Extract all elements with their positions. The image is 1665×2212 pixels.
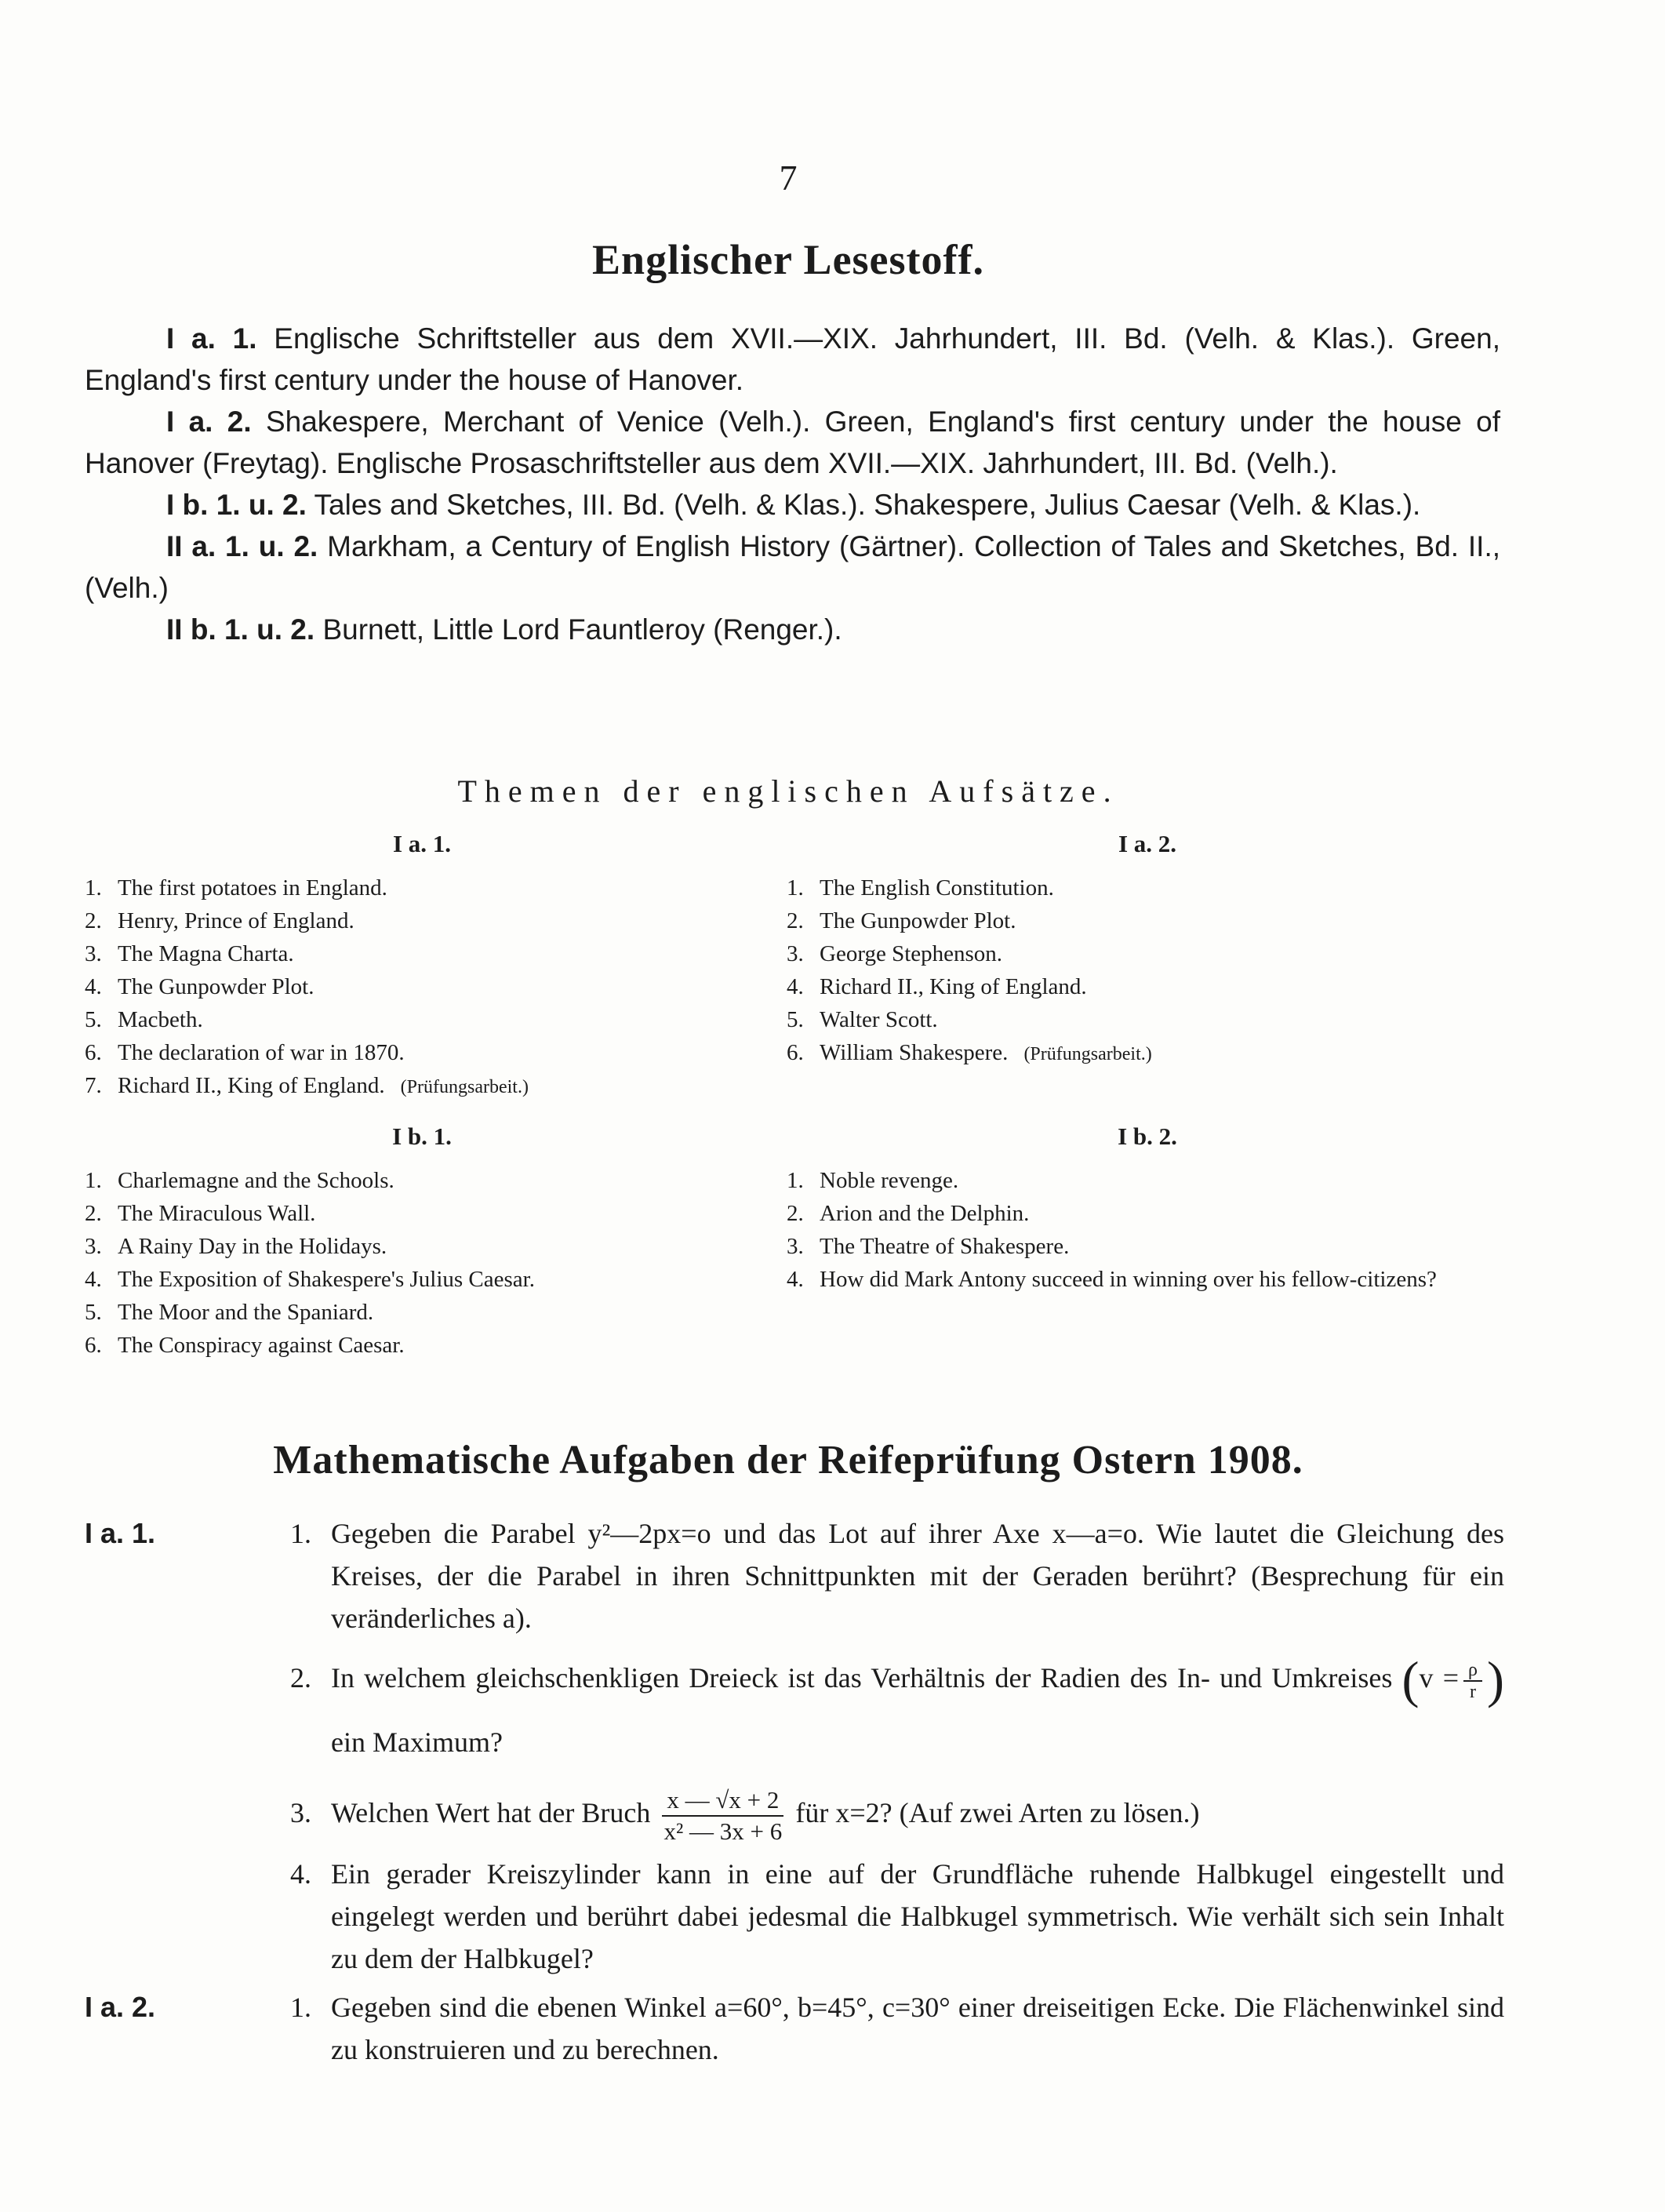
task-text: für x=2? (Auf zwei Arten zu lösen.) [795, 1797, 1200, 1828]
reading-entry-text: Tales and Sketches, III. Bd. (Velh. & Klas.). Shakespere, Julius Caesar (Velh. & Klas.). [314, 489, 1421, 521]
fraction-expression [662, 1785, 783, 1846]
essay-title: Macbeth. [118, 1007, 203, 1032]
math-group-label: I a. 1. [85, 1517, 156, 1549]
essay-item [85, 1329, 759, 1362]
essay-title: The first potatoes in England. [118, 875, 387, 900]
essay-list [85, 1164, 759, 1362]
essay-item [787, 1263, 1508, 1296]
task-text: Gegeben die Parabel y²—2px=o und das Lot auf ihrer Axe x—a=o. Wie lautet die Gleichung des Kreises, der die Parabel in ihren Schnittpunkten mit der Geraden berührt? (Besprechung für ein veränderliches a). [331, 1518, 1504, 1634]
fraction-numerator: x — √x + 2 [662, 1785, 783, 1817]
reading-entry [85, 401, 1500, 484]
reading-entry-label: I a. 2. [166, 406, 252, 438]
reading-entry-text: Markham, a Century of English History (Gärtner). Collection of Tales and Sketches, Bd. II., (Velh.) [85, 530, 1501, 604]
essay-group-ia2 [787, 828, 1508, 1071]
ratio-fraction [1463, 1660, 1482, 1702]
task-number: 3. [290, 1797, 311, 1828]
essay-title: Walter Scott. [820, 1007, 938, 1032]
reading-entry-label: I b. 1. u. 2. [166, 489, 307, 521]
essay-number: 1. [85, 1168, 102, 1193]
task-number: 2. [290, 1662, 311, 1694]
english-reading-list [85, 318, 1500, 650]
essay-title: Noble revenge. [820, 1168, 959, 1193]
essay-number: 5. [787, 1007, 804, 1032]
essay-number: 2. [85, 908, 102, 933]
essay-number: 3. [787, 1234, 804, 1259]
essay-number: 1. [787, 1168, 804, 1193]
task-number: 1. [290, 1518, 311, 1549]
open-paren: ( [1401, 1651, 1420, 1709]
essay-title: The Theatre of Shakespere. [820, 1234, 1070, 1259]
essay-title: Richard II., King of England. [820, 974, 1087, 999]
essay-title: The Exposition of Shakespere's Julius Caesar. [118, 1267, 535, 1292]
reading-entry [85, 484, 1500, 526]
exam-tag: (Prüfungsarbeit.) [400, 1077, 529, 1097]
essay-title: Charlemagne and the Schools. [118, 1168, 394, 1193]
close-paren: ) [1487, 1651, 1505, 1709]
essay-number: 3. [85, 1234, 102, 1259]
essay-group-ia1 [85, 828, 759, 1104]
essay-number: 5. [85, 1300, 102, 1325]
essay-title: Richard II., King of England. [118, 1073, 385, 1098]
essay-group-ib2 [787, 1120, 1508, 1296]
essay-item [787, 1003, 1508, 1036]
reading-entry-text: Englische Schriftsteller aus dem XVII.—XIX. Jahrhundert, III. Bd. (Velh. & Klas.). Green, England's first century under the house of Hanover. [85, 322, 1500, 396]
essay-number: 4. [787, 974, 804, 999]
essay-list [787, 871, 1508, 1071]
task-text: Welchen Wert hat der Bruch [331, 1797, 651, 1828]
essay-group-heading: I a. 1. [392, 830, 452, 857]
task-text: In welchem gleichschenkligen Dreieck ist das Verhältnis der Radien des In- und Umkreises [331, 1662, 1393, 1694]
essay-item [85, 1263, 759, 1296]
essay-number: 2. [85, 1201, 102, 1226]
reading-entry-label: II b. 1. u. 2. [166, 613, 315, 646]
essay-title: The Magna Charta. [118, 941, 294, 966]
essay-title: Henry, Prince of England. [118, 908, 354, 933]
essay-item [787, 1197, 1508, 1230]
reading-entry [85, 318, 1500, 401]
essay-title: The Miraculous Wall. [118, 1201, 316, 1226]
math-task [290, 1512, 1504, 1639]
page-number: 7 [779, 158, 798, 198]
essay-title: A Rainy Day in the Holidays. [118, 1234, 387, 1259]
essay-number: 2. [787, 1201, 804, 1226]
task-number: 1. [290, 1991, 311, 2023]
essay-title: William Shakespere. [820, 1040, 1009, 1065]
essay-number: 1. [85, 875, 102, 900]
english-reading-title: Englischer Lesestoff. [592, 236, 984, 283]
essay-item [85, 1296, 759, 1329]
essay-number: 3. [787, 941, 804, 966]
essay-group-heading: I b. 2. [1118, 1122, 1177, 1150]
essay-title: How did Mark Antony succeed in winning over his fellow-citizens? [820, 1267, 1437, 1292]
math-task [290, 1853, 1504, 1980]
essay-title: The Moor and the Spaniard. [118, 1300, 374, 1325]
essay-item [85, 1164, 759, 1197]
essay-item [787, 871, 1508, 904]
task-text: Gegeben sind die ebenen Winkel a=60°, b=45°, c=30° einer dreiseitigen Ecke. Die Flächenwinkel sind zu konstruieren und zu berechnen. [331, 1991, 1504, 2065]
essay-title: The English Constitution. [820, 875, 1054, 900]
ratio-variable: v = [1419, 1662, 1460, 1694]
essay-number: 4. [787, 1267, 804, 1292]
essay-list [85, 871, 759, 1104]
reading-entry [85, 609, 1500, 650]
task-text: Ein gerader Kreiszylinder kann in eine auf der Grundfläche ruhende Halbkugel eingestellt und eingelegt werden und berührt dabei jedesmal die Halbkugel symmetrisch. Wie verhält sich sein Inhalt zu dem der Halbkugel? [331, 1857, 1504, 1974]
task-number: 4. [290, 1857, 311, 1890]
reading-entry-label: I a. 1. [166, 322, 257, 355]
essay-item [85, 871, 759, 904]
essay-topics-title: Themen der englischen Aufsätze. [457, 773, 1119, 809]
essay-number: 2. [787, 908, 804, 933]
reading-entry-label: II a. 1. u. 2. [166, 530, 318, 562]
essay-item [787, 937, 1508, 970]
math-group-ia1 [85, 1512, 1504, 1980]
essay-group-heading: I a. 2. [1118, 830, 1177, 857]
essay-title: George Stephenson. [820, 941, 1003, 966]
essay-title: The Conspiracy against Caesar. [118, 1333, 405, 1358]
essay-title: Arion and the Delphin. [820, 1201, 1030, 1226]
math-group-ia2 [85, 1986, 1504, 2071]
reading-entry [85, 526, 1500, 609]
math-task [290, 1781, 1504, 1846]
essay-number: 7. [85, 1073, 102, 1098]
essay-number: 6. [787, 1040, 804, 1065]
math-tasks [85, 1512, 1504, 2077]
essay-item [787, 970, 1508, 1003]
essay-item [85, 970, 759, 1003]
fraction-denominator: r [1470, 1681, 1477, 1702]
essay-number: 4. [85, 1267, 102, 1292]
essay-title: The declaration of war in 1870. [118, 1040, 405, 1065]
math-exam-title: Mathematische Aufgaben der Reifeprüfung Ostern 1908. [273, 1438, 1303, 1483]
math-group-label: I a. 2. [85, 1990, 156, 2023]
essay-item [85, 1230, 759, 1263]
essay-number: 4. [85, 974, 102, 999]
essay-item [787, 1036, 1508, 1071]
essay-item [85, 937, 759, 970]
fraction-numerator: ρ [1463, 1660, 1482, 1682]
math-task [290, 1986, 1504, 2071]
essay-item [787, 1230, 1508, 1263]
essay-number: 3. [85, 941, 102, 966]
fraction-denominator: x² — 3x + 6 [663, 1817, 783, 1845]
essay-item [85, 1069, 759, 1104]
essay-item [85, 1036, 759, 1069]
essay-item [787, 904, 1508, 937]
essay-group-ib1 [85, 1120, 759, 1362]
essay-item [85, 1197, 759, 1230]
essay-title: The Gunpowder Plot. [118, 974, 314, 999]
essay-number: 5. [85, 1007, 102, 1032]
math-task [290, 1646, 1504, 1774]
essay-list [787, 1164, 1508, 1296]
essay-item [85, 904, 759, 937]
reading-entry-text: Shakespere, Merchant of Venice (Velh.). Green, England's first century under the house of Hanover (Freytag). Englische Prosaschriftsteller aus dem XVII.—XIX. Jahrhundert, III. Bd. (Velh.). [85, 406, 1500, 479]
essay-number: 6. [85, 1333, 102, 1358]
essay-item [85, 1003, 759, 1036]
exam-tag: (Prüfungsarbeit.) [1023, 1044, 1152, 1064]
task-text: ein Maximum? [331, 1726, 503, 1758]
essay-number: 1. [787, 875, 804, 900]
essay-title: The Gunpowder Plot. [820, 908, 1016, 933]
essay-number: 6. [85, 1040, 102, 1065]
reading-entry-text: Burnett, Little Lord Fauntleroy (Renger.). [322, 613, 842, 646]
essay-group-heading: I b. 1. [392, 1122, 452, 1150]
essay-item [787, 1164, 1508, 1197]
